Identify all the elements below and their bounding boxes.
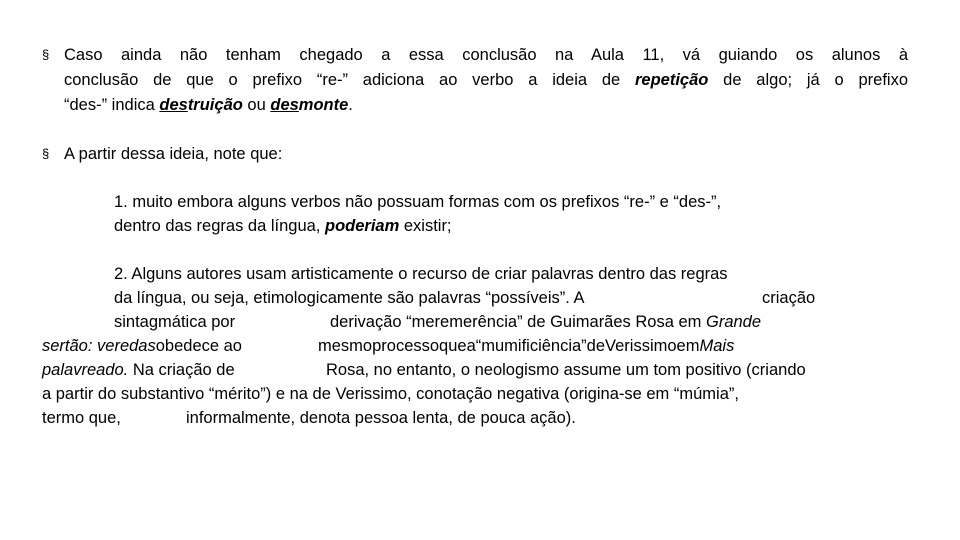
paragraph1-line3-period: . <box>348 96 353 114</box>
paragraph1-line3-or: ou <box>242 96 271 114</box>
emphasis-desmonte <box>270 96 348 114</box>
paragraph1-line3-text: “des-” indica <box>64 96 160 114</box>
item2-line5-b: Rosa, no entanto, o neologismo assume um tom positivo (criando <box>326 361 806 379</box>
paragraph2-text: A partir dessa ideia, note que: <box>64 145 283 163</box>
item2-line2-a: da língua, ou seja, etimologicamente são palavras “possíveis”. A <box>114 289 585 307</box>
item1-line2 <box>114 214 452 238</box>
prefix-des-underlined: des <box>159 96 188 114</box>
emphasis-destruicao <box>159 96 242 114</box>
item2-line4-a <box>42 334 242 358</box>
paragraph1-line2-text: conclusão de que o prefixo “re-” adiciona ao verbo a ideia de <box>64 71 635 89</box>
item2-line3-b <box>330 310 761 334</box>
bullet-marker: § <box>42 47 50 62</box>
paragraph1-line2-tail: de algo; já o prefixo <box>708 71 908 89</box>
item2-line4-obedece: obedece ao <box>155 337 242 355</box>
item2-line3-a: sintagmática por <box>114 313 236 331</box>
emphasis-repeticao: repetição <box>635 71 709 89</box>
emphasis-poderiam: poderiam <box>324 217 400 235</box>
title-grande: Grande <box>705 313 762 331</box>
paragraph1-line2 <box>64 68 908 92</box>
title-mais: Mais <box>699 337 735 355</box>
item2-line1: 2. Alguns autores usam artisticamente o recurso de criar palavras dentro das regras <box>114 265 728 283</box>
item1-line2-text: dentro das regras da língua, <box>114 217 325 235</box>
emphasis-desmonte-rest: monte <box>298 96 349 114</box>
item2-line7-b: informalmente, denota pessoa lenta, de pouca ação). <box>186 409 576 427</box>
item2-line2-b: criação <box>762 289 816 307</box>
item2-line5-text: Na criação de <box>128 361 235 379</box>
item2-line4-text: mesmoprocessoquea“mumificiência”deVerissimoem <box>318 337 700 355</box>
paragraph1-line1: Caso ainda não tenham chegado a essa conclusão na Aula 11, vá guiando os alunos à <box>64 46 908 64</box>
paragraph1-line3 <box>64 93 353 117</box>
title-sertao-veredas: sertão: veredas <box>42 337 156 355</box>
item1-line2-tail: existir; <box>399 217 452 235</box>
item2-line7-a: termo que, <box>42 409 121 427</box>
prefix-des-underlined-2: des <box>270 96 299 114</box>
item1-line1: 1. muito embora alguns verbos não possuam formas com os prefixos “re-” e “des-”, <box>114 193 722 211</box>
emphasis-destruicao-rest: truição <box>187 96 243 114</box>
item2-line3-text: derivação “meremerência” de Guimarães Rosa em <box>330 313 706 331</box>
item2-line6: a partir do substantivo “mérito”) e na de Verissimo, conotação negativa (origina-se em “múmia”, <box>42 385 739 403</box>
item2-line5-a <box>42 358 235 382</box>
item2-line4-b <box>318 334 734 358</box>
bullet-marker-2: § <box>42 146 50 161</box>
title-palavreado: palavreado. <box>42 361 129 379</box>
